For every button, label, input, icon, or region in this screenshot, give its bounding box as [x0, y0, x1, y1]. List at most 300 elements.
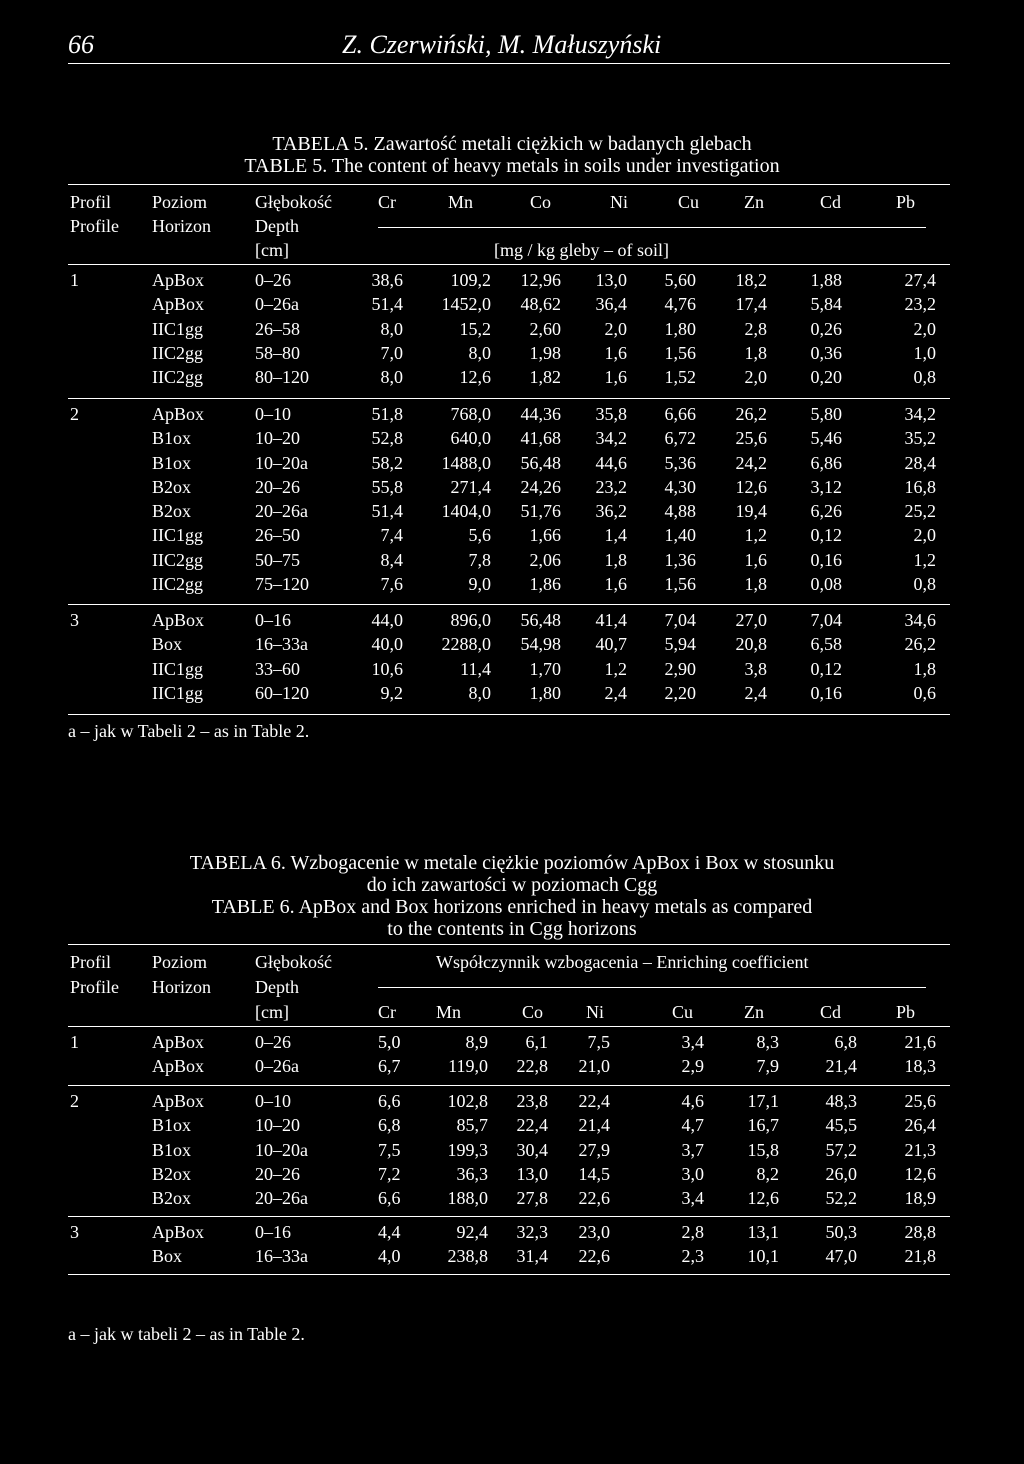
- value-cell: 23,8: [516, 1091, 548, 1111]
- value-cell: 13,1: [747, 1222, 779, 1242]
- value-cell: 1,88: [810, 270, 842, 290]
- value-cell: 18,3: [904, 1056, 936, 1077]
- value-cell: 12,6: [459, 367, 491, 388]
- value-cell: 15,2: [459, 318, 491, 339]
- value-cell: 52,2: [825, 1188, 857, 1209]
- profile-number: [68, 317, 152, 341]
- value-cell: 8,0: [468, 682, 491, 703]
- t6-head-mn: Mn: [436, 1002, 462, 1022]
- table5-caption-en: TABLE 5. The content of heavy metals in soils under investigation: [244, 155, 780, 177]
- table-row: [68, 608, 936, 632]
- value-cell: 1452,0: [441, 294, 491, 315]
- t6-head-depth-unit: [cm]: [255, 1002, 289, 1022]
- depth-cell: 80–120: [255, 367, 309, 388]
- t5-head-cu: Cu: [678, 192, 700, 212]
- depth-cell: 0–10: [255, 1091, 291, 1111]
- value-cell: 1,6: [604, 342, 627, 363]
- table-row: [68, 657, 936, 681]
- table6-caption-en-1: TABLE 6. ApBox and Box horizons enriched in heavy metals as compared: [211, 896, 813, 918]
- value-cell: 25,2: [904, 501, 936, 522]
- depth-cell: 33–60: [255, 658, 300, 679]
- value-cell: 2,8: [744, 318, 767, 339]
- table-row: [68, 572, 936, 596]
- value-cell: 56,48: [520, 452, 561, 473]
- depth-cell: 10–20: [255, 1115, 300, 1136]
- value-cell: 271,4: [450, 476, 491, 497]
- value-cell: 8,4: [380, 549, 403, 570]
- value-cell: 22,4: [578, 1091, 610, 1111]
- value-cell: 640,0: [450, 428, 491, 449]
- profile-number: 2: [70, 1091, 79, 1111]
- value-cell: 14,5: [578, 1163, 610, 1184]
- table-row: [68, 317, 936, 341]
- value-cell: 1,82: [529, 367, 561, 388]
- value-cell: 24,26: [520, 476, 561, 497]
- value-cell: 44,36: [520, 404, 561, 424]
- value-cell: 40,7: [595, 634, 627, 655]
- value-cell: 3,7: [681, 1139, 704, 1160]
- value-cell: 5,84: [810, 294, 842, 315]
- table5-group-3: [68, 608, 936, 705]
- value-cell: 1,80: [664, 318, 696, 339]
- value-cell: 21,6: [904, 1032, 936, 1052]
- value-cell: 102,8: [447, 1091, 488, 1111]
- value-cell: 7,5: [587, 1032, 610, 1052]
- value-cell: 30,4: [516, 1139, 548, 1160]
- t5-unit-rule: [378, 227, 926, 228]
- profile-number: [68, 1162, 152, 1186]
- table5-caption-pl: TABELA 5. Zawartość metali ciężkich w badanych glebach: [272, 133, 752, 155]
- running-title-authors: Z. Czerwiński, M. Małuszyński: [342, 30, 662, 59]
- table6-bottom-rule: [68, 1274, 950, 1275]
- depth-cell: 0–10: [255, 404, 291, 424]
- table-row: [68, 1113, 936, 1137]
- value-cell: 9,2: [380, 682, 403, 703]
- profile-number: [68, 572, 152, 596]
- profile-number: [68, 1244, 152, 1268]
- horizon-cell: ApBox: [152, 610, 205, 630]
- profile-number: [68, 292, 152, 316]
- profile-number: [68, 341, 152, 365]
- value-cell: 2,4: [604, 682, 627, 703]
- value-cell: 50,3: [825, 1222, 857, 1242]
- profile-number: [68, 1186, 152, 1210]
- depth-cell: 10–20: [255, 428, 300, 449]
- value-cell: 40,0: [371, 634, 403, 655]
- horizon-cell: B2ox: [152, 1163, 192, 1184]
- t5-head-horizon-en: Horizon: [152, 216, 211, 236]
- value-cell: 6,1: [525, 1032, 548, 1052]
- table-row: [68, 475, 936, 499]
- value-cell: 28,8: [904, 1222, 936, 1242]
- value-cell: 2,0: [913, 318, 936, 339]
- value-cell: 52,8: [371, 428, 403, 449]
- value-cell: 22,8: [516, 1056, 548, 1077]
- value-cell: 4,6: [681, 1091, 704, 1111]
- value-cell: 17,4: [735, 294, 767, 315]
- value-cell: 34,6: [904, 610, 936, 630]
- t5-head-cd: Cd: [820, 192, 842, 212]
- value-cell: 109,2: [450, 270, 491, 290]
- value-cell: 23,0: [578, 1222, 610, 1242]
- value-cell: 26,2: [904, 634, 936, 655]
- profile-number: [68, 1113, 152, 1137]
- value-cell: 6,8: [834, 1032, 857, 1052]
- profile-number: 3: [70, 1222, 79, 1242]
- value-cell: 6,58: [810, 634, 842, 655]
- value-cell: 6,7: [378, 1056, 401, 1077]
- table-row: [68, 1186, 936, 1210]
- horizon-cell: IIC2gg: [152, 549, 203, 570]
- value-cell: 23,2: [595, 476, 627, 497]
- table6-group-1: [68, 1030, 936, 1079]
- value-cell: 27,9: [578, 1139, 610, 1160]
- value-cell: 1,0: [913, 342, 936, 363]
- t6-group-rule-2: [68, 1216, 950, 1217]
- value-cell: 0,16: [810, 682, 842, 703]
- horizon-cell: B2ox: [152, 476, 192, 497]
- value-cell: 8,9: [465, 1032, 488, 1052]
- value-cell: 27,4: [904, 270, 936, 290]
- profile-number: [68, 426, 152, 450]
- depth-cell: 58–80: [255, 342, 300, 363]
- depth-cell: 50–75: [255, 549, 300, 570]
- t6-head-co: Co: [522, 1002, 544, 1022]
- value-cell: 896,0: [450, 610, 491, 630]
- table-row: [68, 548, 936, 572]
- value-cell: 199,3: [447, 1139, 488, 1160]
- depth-cell: 60–120: [255, 682, 309, 703]
- value-cell: 5,60: [664, 270, 696, 290]
- value-cell: 0,12: [810, 525, 842, 546]
- value-cell: 10,6: [371, 658, 403, 679]
- value-cell: 51,4: [371, 501, 403, 522]
- horizon-cell: IIC1gg: [152, 658, 203, 679]
- value-cell: 2,0: [913, 525, 936, 546]
- horizon-cell: ApBox: [152, 1056, 205, 1077]
- value-cell: 2288,0: [441, 634, 491, 655]
- horizon-cell: B1ox: [152, 1115, 192, 1136]
- value-cell: 45,5: [825, 1115, 857, 1136]
- t6-head-profile-en: Profile: [70, 977, 119, 997]
- table5-group-2: [68, 402, 936, 596]
- value-cell: 5,46: [810, 428, 842, 449]
- table-row: [68, 523, 936, 547]
- value-cell: 35,8: [595, 404, 627, 424]
- page-number: 66: [68, 30, 94, 59]
- value-cell: 1,8: [604, 549, 627, 570]
- value-cell: 25,6: [904, 1091, 936, 1111]
- depth-cell: 20–26a: [255, 501, 308, 522]
- value-cell: 7,8: [468, 549, 491, 570]
- value-cell: 1,36: [664, 549, 696, 570]
- value-cell: 54,98: [520, 634, 561, 655]
- value-cell: 0,16: [810, 549, 842, 570]
- value-cell: 8,0: [468, 342, 491, 363]
- value-cell: 24,2: [735, 452, 767, 473]
- value-cell: 0,6: [913, 682, 936, 703]
- value-cell: 0,12: [810, 658, 842, 679]
- value-cell: 238,8: [447, 1246, 488, 1267]
- profile-number: 1: [70, 270, 79, 290]
- horizon-cell: B1ox: [152, 452, 192, 473]
- value-cell: 6,72: [664, 428, 696, 449]
- value-cell: 36,2: [595, 501, 627, 522]
- depth-cell: 10–20a: [255, 452, 308, 473]
- horizon-cell: ApBox: [152, 294, 205, 315]
- t5-head-zn: Zn: [744, 192, 764, 212]
- profile-number: [68, 681, 152, 705]
- table5-footnote: a – jak w Tabeli 2 – as in Table 2.: [68, 721, 310, 741]
- value-cell: 26,0: [825, 1163, 857, 1184]
- horizon-cell: IIC1gg: [152, 525, 203, 546]
- depth-cell: 20–26: [255, 1163, 300, 1184]
- t6-head-profile-pl: Profil: [70, 952, 112, 972]
- table-row: [68, 365, 936, 389]
- t5-group-rule-1: [68, 398, 950, 399]
- t6-head-coefficient: Współczynnik wzbogacenia – Enriching coefficient: [436, 952, 809, 972]
- value-cell: 22,6: [578, 1246, 610, 1267]
- depth-cell: 20–26: [255, 476, 300, 497]
- value-cell: 48,3: [825, 1091, 857, 1111]
- t6-head-cu: Cu: [672, 1002, 694, 1022]
- value-cell: 6,66: [664, 404, 696, 424]
- value-cell: 12,96: [520, 270, 561, 290]
- value-cell: 19,4: [735, 501, 767, 522]
- value-cell: 11,4: [460, 658, 491, 679]
- table-row: [68, 681, 936, 705]
- header-rule: [68, 63, 950, 64]
- value-cell: 3,0: [681, 1163, 704, 1184]
- horizon-cell: ApBox: [152, 1222, 205, 1242]
- t6-head-horizon-en: Horizon: [152, 977, 211, 997]
- value-cell: 2,0: [604, 318, 627, 339]
- value-cell: 1,8: [913, 658, 936, 679]
- value-cell: 8,2: [756, 1163, 779, 1184]
- value-cell: 27,0: [735, 610, 767, 630]
- value-cell: 85,7: [456, 1115, 488, 1136]
- table5-top-rule: [68, 184, 950, 185]
- value-cell: 22,6: [578, 1188, 610, 1209]
- value-cell: 5,36: [664, 452, 696, 473]
- value-cell: 0,20: [810, 367, 842, 388]
- value-cell: 51,8: [371, 404, 403, 424]
- t5-head-ni: Ni: [610, 192, 628, 212]
- table6-group-2: [68, 1089, 936, 1210]
- value-cell: 35,2: [904, 428, 936, 449]
- value-cell: 1,2: [604, 658, 627, 679]
- value-cell: 20,8: [735, 634, 767, 655]
- depth-cell: 0–26: [255, 1032, 291, 1052]
- profile-number: [68, 365, 152, 389]
- value-cell: 36,4: [595, 294, 627, 315]
- value-cell: 7,04: [664, 610, 696, 630]
- value-cell: 23,2: [904, 294, 936, 315]
- value-cell: 2,60: [529, 318, 561, 339]
- running-header: [68, 30, 950, 62]
- value-cell: 21,8: [904, 1246, 936, 1267]
- horizon-cell: IIC2gg: [152, 574, 203, 595]
- value-cell: 0,36: [810, 342, 842, 363]
- value-cell: 1,98: [529, 342, 561, 363]
- t5-head-profile-en: Profile: [70, 216, 119, 236]
- table-row: [68, 426, 936, 450]
- value-cell: 3,4: [681, 1188, 704, 1209]
- value-cell: 12,6: [904, 1163, 936, 1184]
- horizon-cell: ApBox: [152, 1032, 205, 1052]
- horizon-cell: IIC2gg: [152, 367, 203, 388]
- value-cell: 3,4: [681, 1032, 704, 1052]
- value-cell: 27,8: [516, 1188, 548, 1209]
- value-cell: 1,6: [604, 367, 627, 388]
- t6-head-ni: Ni: [586, 1002, 604, 1022]
- value-cell: 3,12: [810, 476, 842, 497]
- horizon-cell: Box: [152, 1246, 183, 1267]
- value-cell: 8,3: [756, 1032, 779, 1052]
- profile-number: 2: [70, 404, 79, 424]
- value-cell: 7,6: [380, 574, 403, 595]
- depth-cell: 16–33a: [255, 634, 308, 655]
- depth-cell: 75–120: [255, 574, 309, 595]
- horizon-cell: IIC2gg: [152, 342, 203, 363]
- profile-number: [68, 451, 152, 475]
- horizon-cell: ApBox: [152, 404, 205, 424]
- table6-top-rule: [68, 944, 950, 945]
- value-cell: 13,0: [595, 270, 627, 290]
- t6-coef-rule: [378, 987, 926, 988]
- value-cell: 18,9: [904, 1188, 936, 1209]
- value-cell: 12,6: [735, 476, 767, 497]
- value-cell: 2,4: [744, 682, 767, 703]
- value-cell: 768,0: [450, 404, 491, 424]
- value-cell: 8,0: [380, 367, 403, 388]
- value-cell: 188,0: [447, 1188, 488, 1209]
- value-cell: 9,0: [468, 574, 491, 595]
- value-cell: 0,8: [913, 574, 936, 595]
- value-cell: 6,26: [810, 501, 842, 522]
- value-cell: 55,8: [371, 476, 403, 497]
- table6-caption-pl-2: do ich zawartości w poziomach Cgg: [366, 874, 658, 896]
- value-cell: 1,56: [664, 342, 696, 363]
- value-cell: 17,1: [747, 1091, 779, 1111]
- profile-number: [68, 657, 152, 681]
- value-cell: 0,08: [810, 574, 842, 595]
- value-cell: 1,40: [664, 525, 696, 546]
- value-cell: 4,30: [664, 476, 696, 497]
- value-cell: 16,8: [904, 476, 936, 497]
- value-cell: 21,4: [578, 1115, 610, 1136]
- horizon-cell: IIC1gg: [152, 682, 203, 703]
- value-cell: 44,6: [595, 452, 627, 473]
- value-cell: 4,4: [378, 1222, 401, 1242]
- value-cell: 1404,0: [441, 501, 491, 522]
- value-cell: 7,5: [378, 1139, 401, 1160]
- t6-head-depth-pl: Głębokość: [255, 952, 332, 972]
- value-cell: 21,0: [578, 1056, 610, 1077]
- depth-cell: 0–26a: [255, 1056, 299, 1077]
- depth-cell: 26–58: [255, 318, 300, 339]
- value-cell: 5,80: [810, 404, 842, 424]
- value-cell: 2,90: [664, 658, 696, 679]
- value-cell: 7,2: [378, 1163, 401, 1184]
- value-cell: 26,2: [735, 404, 767, 424]
- t6-head-pb: Pb: [896, 1002, 916, 1022]
- value-cell: 1,2: [913, 549, 936, 570]
- depth-cell: 20–26a: [255, 1188, 308, 1209]
- table5-bottom-rule: [68, 714, 950, 715]
- value-cell: 34,2: [595, 428, 627, 449]
- profile-number: 3: [70, 610, 79, 630]
- t6-head-cd: Cd: [820, 1002, 842, 1022]
- value-cell: 6,8: [378, 1115, 401, 1136]
- table6-group-3: [68, 1220, 936, 1269]
- depth-cell: 0–16: [255, 610, 291, 630]
- profile-number: [68, 523, 152, 547]
- value-cell: 12,6: [747, 1188, 779, 1209]
- value-cell: 4,88: [664, 501, 696, 522]
- table6-footnote: a – jak w tabeli 2 – as in Table 2.: [68, 1324, 305, 1344]
- value-cell: 2,9: [681, 1056, 704, 1077]
- value-cell: 1,80: [529, 682, 561, 703]
- value-cell: 1,66: [529, 525, 561, 546]
- value-cell: 1,70: [529, 658, 561, 679]
- value-cell: 10,1: [747, 1246, 779, 1267]
- value-cell: 48,62: [520, 294, 561, 315]
- table-row: [68, 632, 936, 656]
- value-cell: 5,0: [378, 1032, 401, 1052]
- value-cell: 119,0: [448, 1056, 488, 1077]
- value-cell: 6,6: [378, 1188, 401, 1209]
- value-cell: 8,0: [380, 318, 403, 339]
- value-cell: 1,4: [604, 525, 627, 546]
- value-cell: 5,94: [664, 634, 696, 655]
- horizon-cell: Box: [152, 634, 183, 655]
- value-cell: 3,8: [744, 658, 767, 679]
- value-cell: 31,4: [516, 1246, 548, 1267]
- profile-number: [68, 1138, 152, 1162]
- value-cell: 0,26: [810, 318, 842, 339]
- t5-head-pb: Pb: [896, 192, 916, 212]
- value-cell: 2,20: [664, 682, 696, 703]
- table-row: [68, 1244, 936, 1268]
- horizon-cell: B2ox: [152, 1188, 192, 1209]
- value-cell: 7,0: [380, 342, 403, 363]
- value-cell: 4,0: [378, 1246, 401, 1267]
- value-cell: 58,2: [371, 452, 403, 473]
- table5-group-1: [68, 268, 936, 389]
- t5-head-cr: Cr: [378, 192, 396, 212]
- horizon-cell: ApBox: [152, 1091, 205, 1111]
- value-cell: 34,2: [904, 404, 936, 424]
- value-cell: 47,0: [825, 1246, 857, 1267]
- value-cell: 1488,0: [441, 452, 491, 473]
- t5-head-depth-pl: Głębokość: [255, 192, 332, 212]
- profile-number: [68, 548, 152, 572]
- table-row: [68, 341, 936, 365]
- value-cell: 2,06: [529, 549, 561, 570]
- value-cell: 41,4: [595, 610, 627, 630]
- t6-head-horizon-pl: Poziom: [152, 952, 208, 972]
- depth-cell: 16–33a: [255, 1246, 308, 1267]
- t5-head-bottom-rule: [68, 264, 950, 265]
- value-cell: 56,48: [520, 610, 561, 630]
- table-row: [68, 292, 936, 316]
- value-cell: 36,3: [456, 1163, 488, 1184]
- t5-group-rule-2: [68, 604, 950, 605]
- depth-cell: 0–26a: [255, 294, 299, 315]
- value-cell: 2,3: [681, 1246, 704, 1267]
- value-cell: 13,0: [516, 1163, 548, 1184]
